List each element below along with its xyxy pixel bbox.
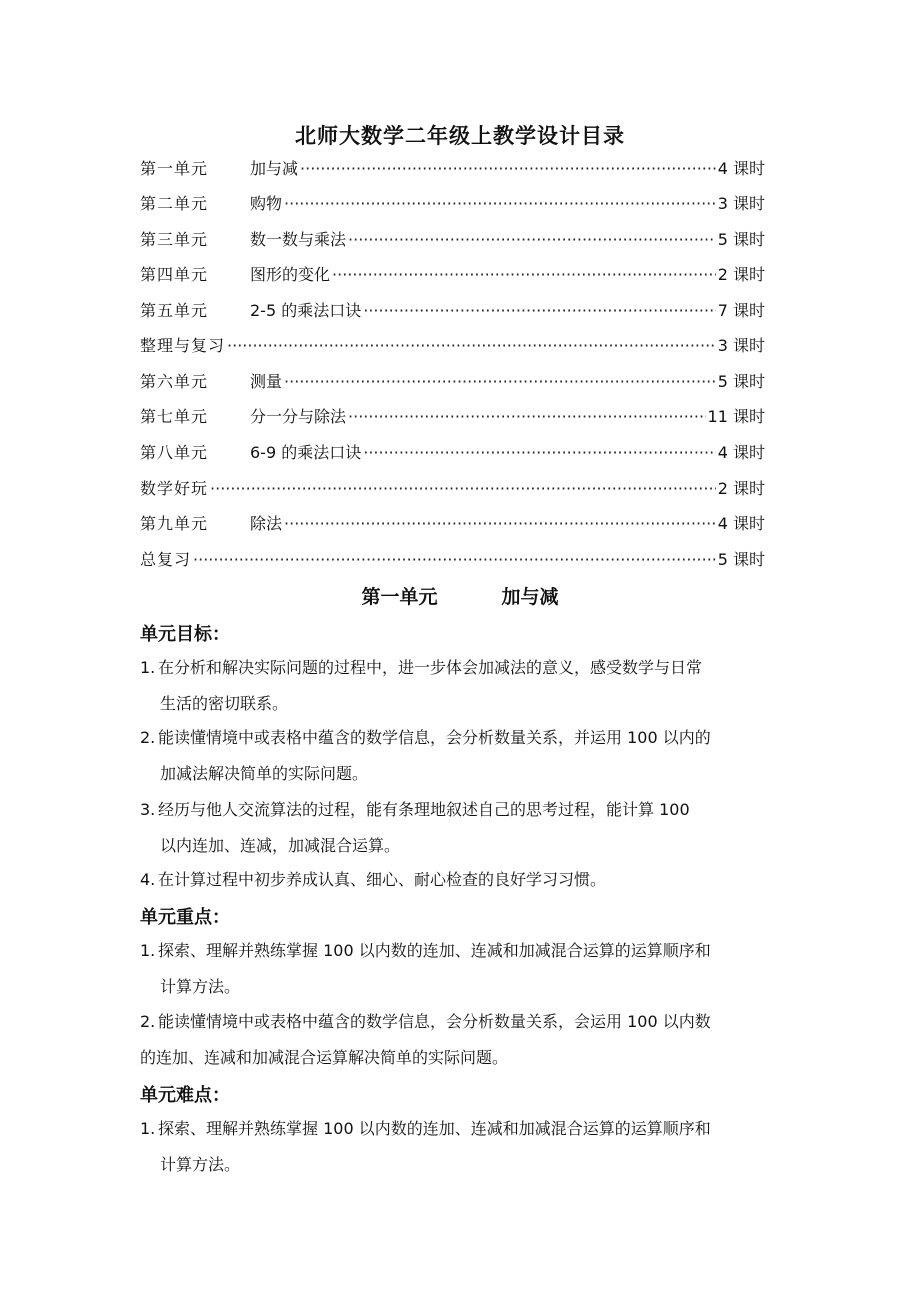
item-text-cont: 以内连加、连减，加减混合运算。 [160, 836, 401, 855]
toc-leader-dots [348, 228, 716, 252]
toc-unit: 第九单元 [140, 514, 209, 533]
toc-row [140, 405, 765, 429]
toc-row [140, 512, 765, 536]
toc-topic: 6-9 的乘法口诀 [250, 443, 362, 462]
toc-hours: 7 课时 [717, 301, 765, 320]
toc-unit: 第五单元 [140, 301, 209, 320]
list-item [140, 933, 785, 1005]
item-text: 探索、理解并熟练掌握 100 以内数的连加、连减和加减混合运算的运算顺序和 [158, 941, 711, 960]
toc-unit: 第八单元 [140, 443, 209, 462]
toc-leader-dots [300, 157, 716, 181]
difficulties-heading: 单元难点： [140, 1085, 230, 1106]
list-item [140, 720, 785, 792]
toc-hours: 5 课时 [717, 372, 765, 391]
toc-topic: 2-5 的乘法口诀 [250, 301, 362, 320]
toc-leader-dots [284, 192, 716, 216]
item-number: 2. [140, 1012, 156, 1031]
item-number: 4. [140, 870, 156, 889]
toc-unit: 整理与复习 [140, 336, 226, 355]
toc-unit: 数学好玩 [140, 479, 209, 498]
toc-hours: 11 课时 [707, 407, 765, 426]
list-item [140, 792, 785, 864]
toc-hours: 2 课时 [717, 265, 765, 284]
item-number: 1. [140, 658, 156, 677]
toc-leader-dots [363, 299, 715, 323]
toc-topic: 图形的变化 [250, 265, 331, 284]
toc-unit: 第二单元 [140, 194, 209, 213]
toc-leader-dots [284, 512, 716, 536]
item-text-cont: 计算方法。 [160, 1155, 241, 1174]
toc-hours: 2 课时 [717, 479, 765, 498]
toc-hours: 5 课时 [717, 230, 765, 249]
toc-hours: 4 课时 [717, 159, 765, 178]
toc-leader-dots [227, 334, 716, 358]
toc-row [140, 548, 765, 572]
toc-hours: 3 课时 [717, 194, 765, 213]
toc-topic: 测量 [250, 372, 283, 391]
toc-unit: 总复习 [140, 550, 192, 569]
toc-row [140, 228, 765, 252]
toc-hours: 3 课时 [717, 336, 765, 355]
item-text-cont: 计算方法。 [160, 977, 241, 996]
unit-heading [0, 582, 920, 609]
item-number: 1. [140, 941, 156, 960]
toc-topic: 数一数与乘法 [250, 230, 347, 249]
toc-row [140, 157, 765, 181]
unit-heading-topic: 加与减 [501, 586, 559, 608]
item-number: 1. [140, 1119, 156, 1138]
toc-topic: 购物 [250, 194, 283, 213]
toc-hours: 4 课时 [717, 514, 765, 533]
unit-heading-unit: 第一单元 [361, 586, 438, 608]
toc-row [140, 477, 765, 501]
toc-leader-dots [284, 370, 716, 394]
list-item [140, 1111, 785, 1183]
toc-row [140, 192, 765, 216]
toc-topic: 分一分与除法 [250, 407, 347, 426]
toc-leader-dots [193, 548, 716, 572]
item-number: 2. [140, 728, 156, 747]
goals-heading: 单元目标： [140, 624, 230, 645]
item-text-cont: 生活的密切联系。 [160, 694, 289, 713]
toc-unit: 第三单元 [140, 230, 209, 249]
toc-row [140, 370, 765, 394]
item-number: 3. [140, 800, 156, 819]
page-title: 北师大数学二年级上教学设计目录 [295, 124, 625, 148]
toc-row [140, 441, 765, 465]
item-text-cont: 加减法解决简单的实际问题。 [160, 764, 369, 783]
key-points-heading: 单元重点： [140, 907, 230, 928]
toc-unit: 第四单元 [140, 265, 209, 284]
list-item [140, 650, 785, 722]
toc-row [140, 334, 765, 358]
item-text: 能读懂情境中或表格中蕴含的数学信息，会分析数量关系，并运用 100 以内的 [158, 728, 711, 747]
list-item [140, 862, 785, 898]
item-text: 在计算过程中初步养成认真、细心、耐心检查的良好学习习惯。 [158, 870, 607, 889]
toc-topic: 加与减 [250, 159, 299, 178]
list-item [140, 1004, 785, 1076]
toc-row [140, 263, 765, 287]
toc-leader-dots [363, 441, 715, 465]
toc-unit: 第一单元 [140, 159, 209, 178]
toc-unit: 第七单元 [140, 407, 209, 426]
toc-row [140, 299, 765, 323]
item-text-cont: 的连加、连减和加减混合运算解决简单的实际问题。 [140, 1048, 509, 1067]
toc-unit: 第六单元 [140, 372, 209, 391]
toc-leader-dots [332, 263, 716, 287]
toc-hours: 5 课时 [717, 550, 765, 569]
toc-leader-dots [348, 405, 706, 429]
item-text: 能读懂情境中或表格中蕴含的数学信息，会分析数量关系，会运用 100 以内数 [158, 1012, 711, 1031]
toc-topic: 除法 [250, 514, 283, 533]
item-text: 经历与他人交流算法的过程，能有条理地叙述自己的思考过程，能计算 100 [158, 800, 690, 819]
toc-leader-dots [210, 477, 716, 501]
item-text: 探索、理解并熟练掌握 100 以内数的连加、连减和加减混合运算的运算顺序和 [158, 1119, 711, 1138]
toc-hours: 4 课时 [717, 443, 765, 462]
item-text: 在分析和解决实际问题的过程中，进一步体会加减法的意义，感受数学与日常 [158, 658, 703, 677]
